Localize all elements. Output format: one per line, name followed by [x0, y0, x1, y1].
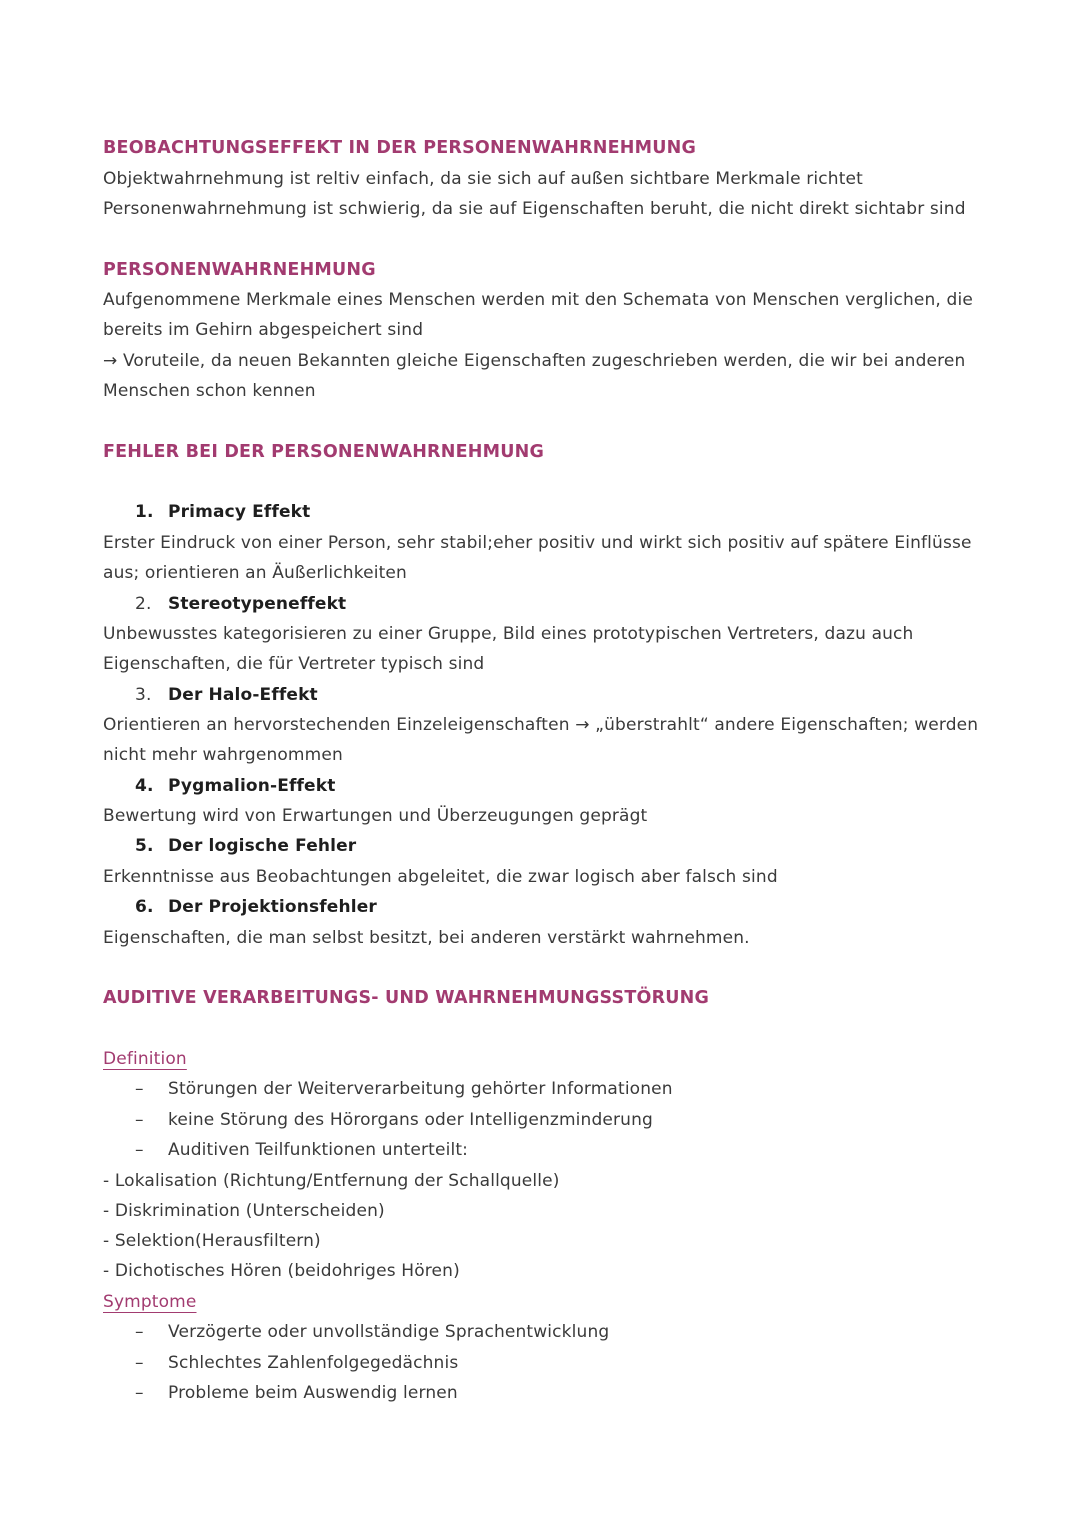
- list-number: 1.: [135, 502, 154, 522]
- paragraph-line: bereits im Gehirn abgespeichert sind: [103, 320, 424, 340]
- section-heading: FEHLER BEI DER PERSONENWAHRNEHMUNG: [103, 442, 545, 462]
- section-heading: PERSONENWAHRNEHMUNG: [103, 260, 376, 280]
- list-title: Primacy Effekt: [168, 502, 311, 522]
- paragraph-line: Personenwahrnehmung ist schwierig, da sie auf Eigenschaften beruht, die nicht direkt sichtabr sind: [103, 199, 966, 219]
- paragraph-line: Objektwahrnehmung ist reltiv einfach, da sie sich auf außen sichtbare Merkmale richtet: [103, 169, 863, 189]
- bullet-item: – Schlechtes Zahlenfolgegedächnis: [135, 1353, 459, 1373]
- bullet-dash: –: [135, 1322, 144, 1342]
- list-item-title: [135, 834, 356, 858]
- list-title: Der logische Fehler: [168, 836, 357, 856]
- sublist-item: - Dichotisches Hören (beidohriges Hören): [103, 1261, 460, 1281]
- list-title: Der Projektionsfehler: [168, 897, 377, 917]
- sublist-item: - Selektion(Herausfiltern): [103, 1231, 321, 1251]
- bullet-item: – Störungen der Weiterverarbeitung gehörter Informationen: [135, 1079, 673, 1099]
- list-number: 5.: [135, 836, 154, 856]
- symptoms-label: Symptome: [103, 1292, 197, 1312]
- sublist-item: - Diskrimination (Unterscheiden): [103, 1201, 385, 1221]
- definition-label: Definition: [103, 1049, 187, 1069]
- paragraph-line: aus; orientieren an Äußerlichkeiten: [103, 563, 407, 583]
- bullet-item: – Auditiven Teilfunktionen unterteilt:: [135, 1140, 469, 1160]
- paragraph-line: Unbewusstes kategorisieren zu einer Gruppe, Bild eines prototypischen Vertreters, dazu auch: [103, 624, 914, 644]
- paragraph-line: Eigenschaften, die für Vertreter typisch sind: [103, 654, 485, 674]
- paragraph-line: Bewertung wird von Erwartungen und Überzeugungen geprägt: [103, 806, 648, 826]
- list-title: Pygmalion-Effekt: [168, 776, 336, 796]
- paragraph-line: Erkenntnisse aus Beobachtungen abgeleitet, die zwar logisch aber falsch sind: [103, 867, 778, 887]
- list-item-title: [135, 500, 310, 524]
- paragraph-line: Eigenschaften, die man selbst besitzt, bei anderen verstärkt wahrnehmen.: [103, 928, 750, 948]
- list-title: Der Halo-Effekt: [168, 685, 318, 705]
- paragraph-line: Erster Eindruck von einer Person, sehr stabil;eher positiv und wirkt sich positiv auf spätere Einflüsse: [103, 533, 972, 553]
- sublist-item: - Lokalisation (Richtung/Entfernung der Schallquelle): [103, 1171, 560, 1191]
- paragraph-line: → Voruteile, da neuen Bekannten gleiche Eigenschaften zugeschrieben werden, die wir bei anderen: [103, 351, 966, 371]
- paragraph-line: Aufgenommene Merkmale eines Menschen werden mit den Schemata von Menschen verglichen, die: [103, 290, 973, 310]
- bullet-dash: –: [135, 1110, 144, 1130]
- bullet-dash: –: [135, 1140, 144, 1160]
- section-heading: AUDITIVE VERARBEITUNGS- UND WAHRNEHMUNGSSTÖRUNG: [103, 988, 710, 1008]
- bullet-dash: –: [135, 1353, 144, 1373]
- bullet-item: – Verzögerte oder unvollständige Sprachentwicklung: [135, 1322, 610, 1342]
- paragraph-line: nicht mehr wahrgenommen: [103, 745, 343, 765]
- list-item-title: [135, 774, 335, 798]
- list-number: 3.: [135, 685, 152, 705]
- paragraph-line: Orientieren an hervorstechenden Einzeleigenschaften → „überstrahlt“ andere Eigenschaften; werden: [103, 715, 979, 735]
- section-heading: BEOBACHTUNGSEFFEKT IN DER PERSONENWAHRNEHMUNG: [103, 138, 697, 158]
- list-title: Stereotypeneffekt: [168, 594, 347, 614]
- list-number: 4.: [135, 776, 154, 796]
- list-item-title: [135, 895, 377, 919]
- list-number: 6.: [135, 897, 154, 917]
- list-item-title: [135, 592, 346, 616]
- list-item-title: [135, 683, 318, 707]
- list-number: 2.: [135, 594, 152, 614]
- bullet-item: – Probleme beim Auswendig lernen: [135, 1383, 458, 1403]
- bullet-dash: –: [135, 1383, 144, 1403]
- bullet-item: – keine Störung des Hörorgans oder Intelligenzminderung: [135, 1110, 653, 1130]
- paragraph-line: Menschen schon kennen: [103, 381, 316, 401]
- bullet-dash: –: [135, 1079, 144, 1099]
